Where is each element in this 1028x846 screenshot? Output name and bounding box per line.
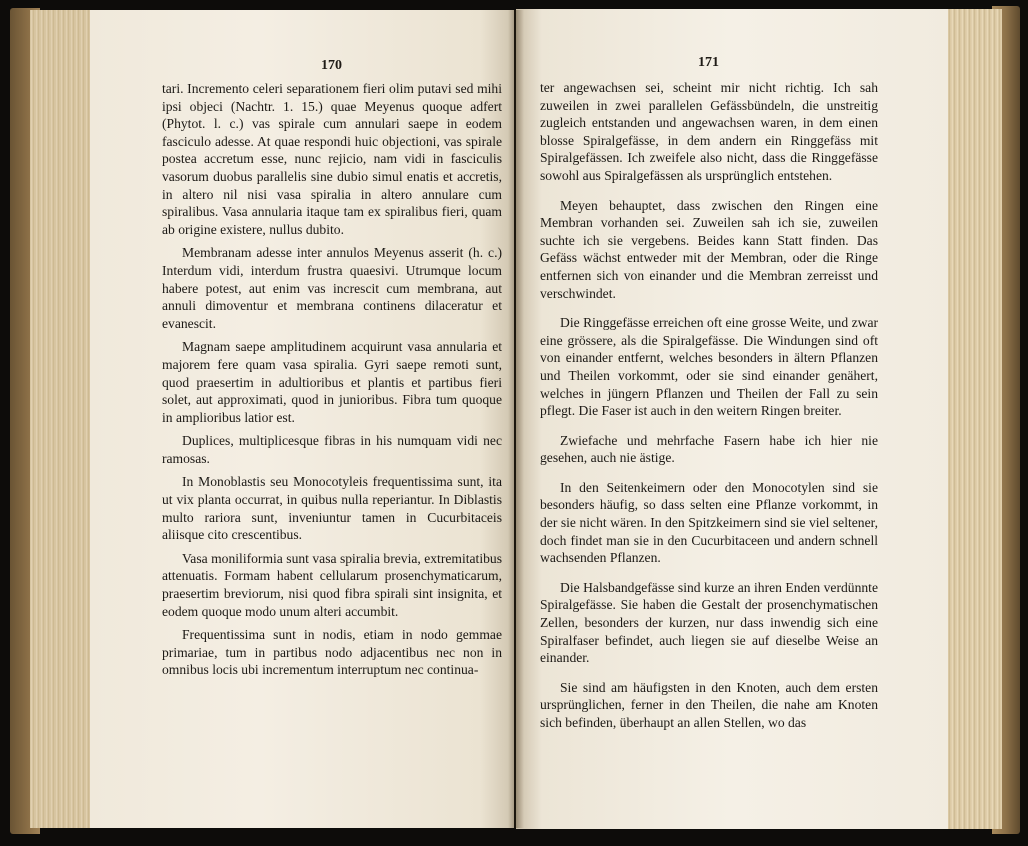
book-gutter (508, 10, 524, 828)
paragraph: In den Seitenkeimern oder den Monocotylen sind sie besonders häufig, so dass selten eine Pflanze vorkommt, in der sie nicht wären. In den Spitzkeimern sind sie viel seltener, doch findet man sie in den Cucurbitaceen und andern schnell wachsenden Pflanzen. (540, 479, 878, 566)
paragraph: In Monoblastis seu Monocotyleis frequentissima sunt, ita ut vix planta occurrat, in quibus nulla reperiantur. In Diblastis multo rariora sunt, inveniuntur tamen in Cucurbitaceis aliisque cito crescentibus. (162, 474, 502, 543)
paragraph: ter angewachsen sei, scheint mir nicht richtig. Ich sah zuweilen in zwei parallelen Gefässbündeln, die unstreitig zugleich entstanden und angewachsen waren, in dem einen blosse Spiralgefässe, in dem andern ein Ringgefäss mit Spiralgefässen. Ich zweifele also nicht, dass die Ringgefässe sowohl aus Spiralgefässen als ursprünglich entstehen. (540, 80, 878, 183)
left-page-edges (30, 10, 92, 828)
page-number: 170 (321, 58, 342, 73)
paragraph: Meyen behauptet, dass zwischen den Ringen eine Membran vorhanden sei. Zuweilen sah ich sie, zuweilen suchte ich sie vergebens. Beides kann Statt finden. Das Gefäss wächst entweder mit der Membran, oder die Ringe entfernen sich von einander und die Membran zerreisst und verschwindet. (540, 197, 878, 301)
paragraph: Vasa moniliformia sunt vasa spiralia brevia, extremitatibus attenuatis. Formam habent cellularum prosenchymaticarum, praesertim breviorum, nisi quod fibra spirali sint insignita, et eodem quoque modo unum alteri accumbit. (162, 550, 502, 619)
paragraph: Zwiefache und mehrfache Fasern habe ich hier nie gesehen, auch nie ästige. (540, 432, 878, 466)
paragraph: Membranam adesse inter annulos Meyenus asserit (h. c.) Interdum vidi, interdum frustra quaesivi. Utrumque locum habere potest, aut enim vas increscit cum membrana, aut annuli dimoventur et membrana continens dilaceratur et evanescit. (162, 245, 502, 331)
paragraph: tari. Incremento celeri separationem fieri olim putavi sed mihi ipsi objeci (Nachtr. 1. 15.) quae Meyenus quoque adfert (Phytot. l. c.) vas spirale cum annulari saepe in eodem fasciculo adesse. At quae respondi huic objectioni, vas spirale postea accretum esse, nunc rejicio, nam vidi in fasciculis vasorum duobus parallelis sine dubio simul enatis et accretis, in altero nil nisi vasa spiralia in altero annulare cum spiralibus. Vasa annularia itaque tam ex spiralibus fieri, quam ab origine existere, nullus dubito. (162, 81, 502, 237)
page-text (540, 79, 878, 744)
page-number: 171 (698, 55, 719, 70)
paragraph: Sie sind am häufigsten in den Knoten, auch dem ersten ursprünglichen, ferner in den Theilen, die nahe am Knoten sich befinden, überhaupt an allen Stellen, wo das (540, 679, 878, 730)
paragraph: Magnam saepe amplitudinem acquirunt vasa annularia et majorem fere quam vasa spiralia. Gyri saepe remoti sunt, quod praesertim in adultioribus et plantis et partibus fieri solet, aut approximati, quod in junioribus. Fibra tum quoque in amplioribus latior est. (162, 339, 502, 425)
paragraph: Frequentissima sunt in nodis, etiam in nodo gemmae primariae, tum in partibus nodo adjacentibus nec non in omnibus locis ubi incrementum interruptum nec continua- (162, 627, 502, 678)
left-page (90, 10, 514, 828)
right-page-edges (946, 9, 1002, 829)
page-text (162, 80, 502, 685)
paragraph: Duplices, multiplicesque fibras in his numquam vidi nec ramosas. (162, 433, 502, 466)
paragraph: Die Halsbandgefässe sind kurze an ihren Enden verdünnte Spiralgefässe. Sie haben die Gestalt der prosenchymatischen Zellen, besonders der kurzen, nur dass inwendig sich eine Spiralfaser befindet, auch liegen sie auf dieselbe Weise an einander. (540, 579, 878, 666)
paragraph: Die Ringgefässe erreichen oft eine grosse Weite, und zwar eine grössere, als die Spiralgefässe. Die Windungen sind oft von einander entfernt, welches besonders in ältern Pflanzen und Theilen vorkommt, oder sie sind einander genähert, welches in jüngern Pflanzen und Theilen der Fall zu sein pflegt. Die Faser ist auch in den weitern Ringen breiter. (540, 315, 878, 419)
right-page (516, 9, 948, 829)
